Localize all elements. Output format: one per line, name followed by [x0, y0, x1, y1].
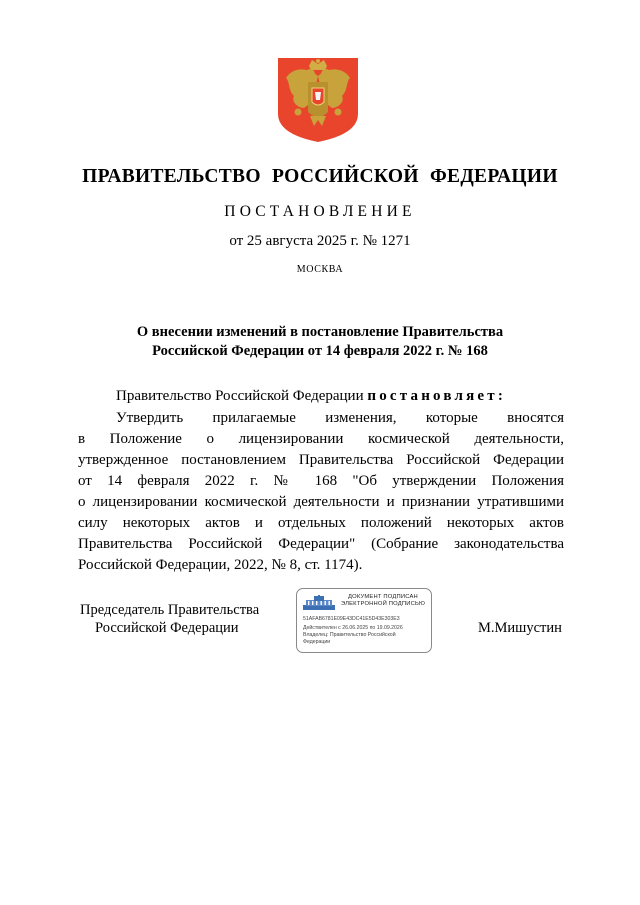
electronic-signature-stamp: [296, 588, 432, 653]
signatory-position-line-2: Российской Федерации: [95, 620, 239, 636]
government-title: ПРАВИТЕЛЬСТВО РОССИЙСКОЙ ФЕДЕРАЦИИ: [82, 166, 558, 187]
decree-intro: [116, 388, 506, 405]
document-city: МОСКВА: [296, 264, 344, 275]
signatory-position-line-1: Председатель Правительства: [80, 602, 260, 618]
document-type: ПОСТАНОВЛЕНИЕ: [224, 203, 416, 220]
body-line: о лицензировании космической деятельности и признании утратившими: [78, 494, 564, 510]
body-line: силу некоторых актов и отдельных положений некоторых актов: [78, 515, 564, 531]
body-line: утвержденное постановлением Правительства Российской Федерации: [78, 452, 564, 468]
document-date-number: от 25 августа 2025 г. № 1271: [229, 233, 411, 249]
stamp-owner-line-2: Федерации: [303, 639, 331, 645]
subject-line-1: О внесении изменений в постановление Правительства: [136, 324, 504, 340]
decree-verb: постановляет:: [367, 388, 507, 404]
government-building-icon: [303, 595, 335, 610]
body-line: Российской Федерации, 2022, № 8, ст. 1174).: [78, 557, 363, 573]
subject-line-2: Российской Федерации от 14 февраля 2022 г. № 168: [152, 343, 488, 359]
body-line: Утвердить прилагаемые изменения, которые вносятся: [116, 410, 564, 426]
stamp-heading-line-2: ЭЛЕКТРОННОЙ ПОДПИСЬЮ: [340, 601, 426, 607]
stamp-heading-line-1: ДОКУМЕНТ ПОДПИСАН: [348, 594, 418, 600]
stamp-owner-line-1: Владелец: Правительство Российской: [303, 632, 396, 638]
signatory-name: М.Мишустин: [478, 620, 562, 636]
decree-intro-text: Правительство Российской Федерации: [116, 388, 368, 404]
coat-of-arms-emblem: [276, 56, 360, 144]
body-line: Правительства Российской Федерации" (Собрание законодательства: [78, 536, 564, 552]
stamp-certificate-serial: 51AFAB6781E09E43DC41E5D43E303E3: [303, 616, 400, 622]
stamp-validity-period: Действителен с 26.06.2025 по 19.09.2026: [303, 625, 403, 631]
body-line: от 14 февраля 2022 г. № 168 "Об утверждении Положения: [78, 473, 564, 489]
body-line: в Положение о лицензировании космической деятельности,: [78, 431, 564, 447]
